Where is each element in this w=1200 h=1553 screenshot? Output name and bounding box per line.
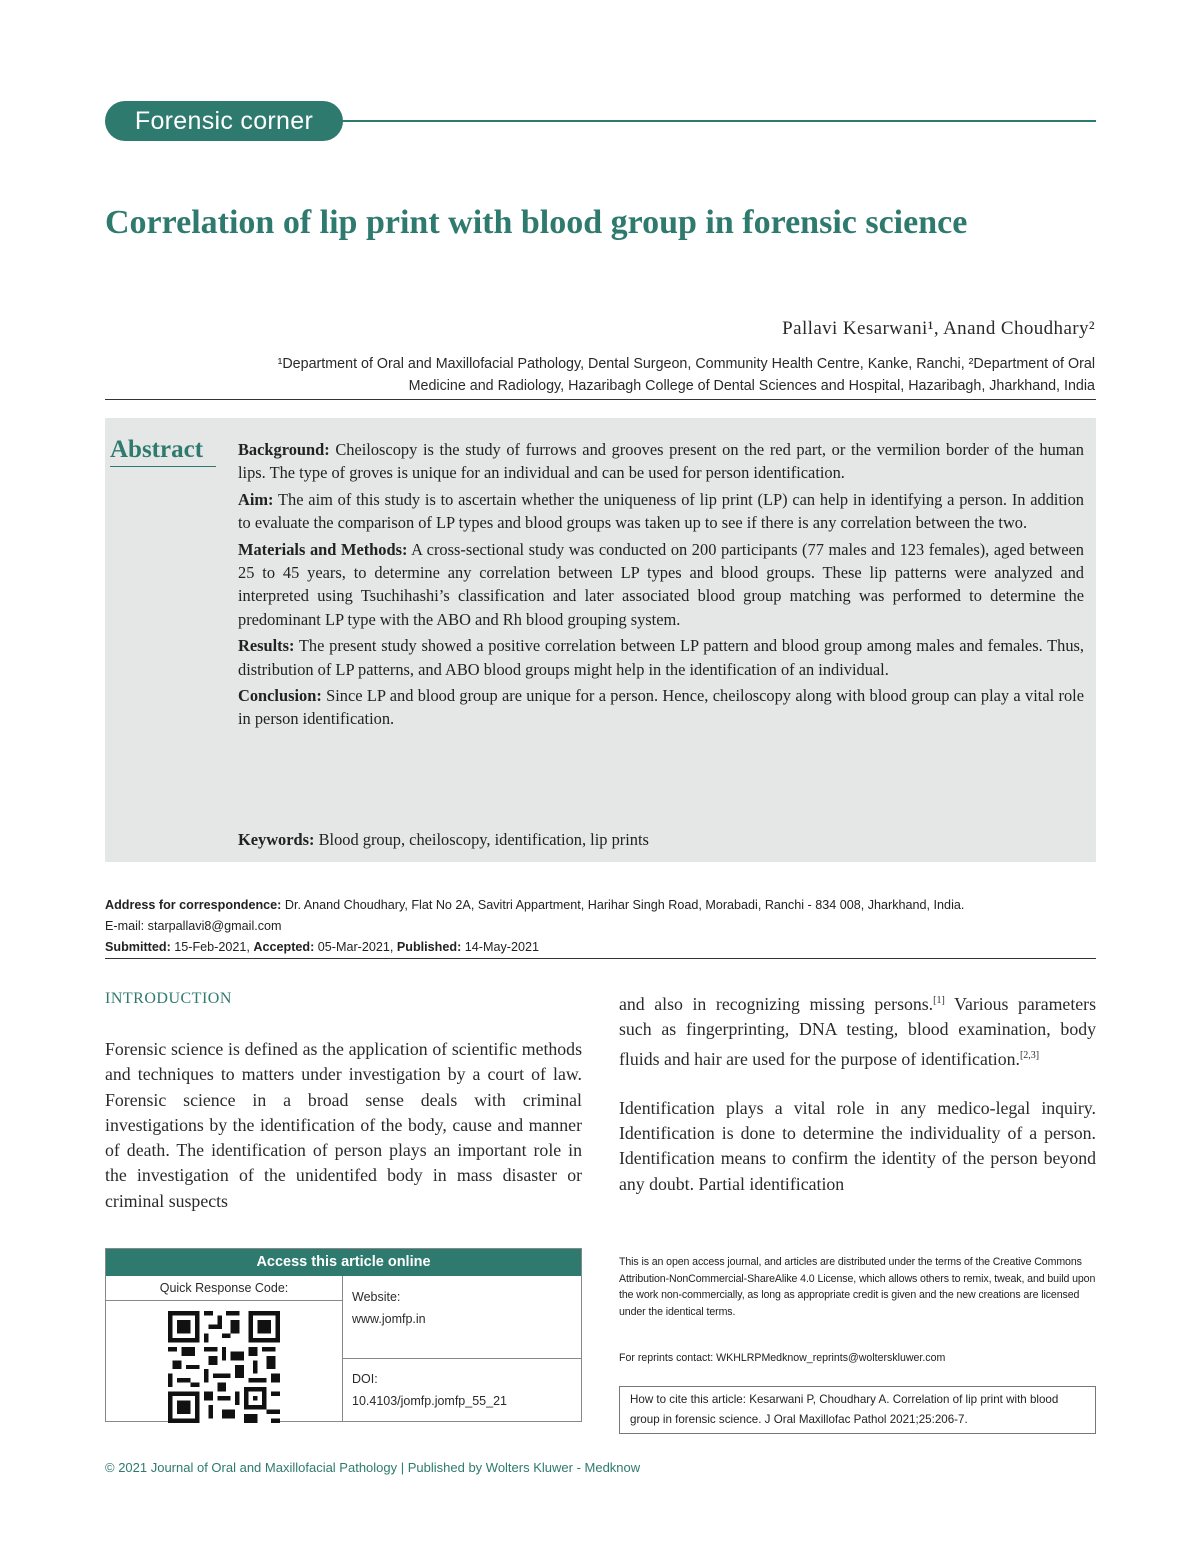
access-online-box [105,1248,582,1422]
keywords-label: Keywords: [238,830,315,849]
accepted-date: 05-Mar-2021, [314,940,397,954]
cite-text: Kesarwani P, Choudhary A. Correlation of lip print with blood group in forensic science. J Oral Maxillofac Pathol 2021;25:206-7. [630,1393,1059,1426]
affiliation-line-2: Medicine and Radiology, Hazaribagh College of Dental Sciences and Hospital, Hazaribagh, Jharkhand, India [408,378,1095,394]
abstract-background [238,438,1084,485]
accepted-label: Accepted: [253,940,315,954]
background-label: Background: [238,440,330,459]
published-date: 14-May-2021 [461,940,539,954]
license-notice: This is an open access journal, and articles are distributed under the terms of the Creative Commons Attribution-NonCommercial-ShareAlike 4.0 License, which allows others to remix, tweak, and build upon the work non-commercially, as long as appropriate credit is given and the new creations are licensed under the identical terms. [619,1256,1096,1318]
reference-1[interactable]: [1] [933,995,945,1006]
results-label: Results: [238,636,295,656]
correspondence-address [105,895,1096,916]
access-box-header: Access this article online [106,1249,581,1276]
abstract-conclusion [238,684,1084,731]
author-list: Pallavi Kesarwani¹, Anand Choudhary² [782,318,1095,339]
citation-box [619,1386,1096,1434]
journal-footer: © 2021 Journal of Oral and Maxillofacial Pathology | Published by Wolters Kluwer - Medknow [105,1460,641,1475]
intro-paragraph-1: Forensic science is defined as the application of scientific methods and techniques to matters under investigation by a court of law. Forensic science in a broad sense deals with criminal investigations by the identification of the body, cause and manner of death. The identification of person plays an important role in the investigation of the unidentifed body in mass disaster or criminal suspects [105,1039,582,1211]
abstract-methods [238,538,1084,632]
reference-2-3[interactable]: [2,3] [1019,1049,1040,1061]
aim-text: The aim of this study is to ascertain whether the uniqueness of lip print (LP) can help in identifying a person. In addition to evaluate the comparison of LP types and blood groups was taken up to see if there is any correlation between the two. [238,489,1084,533]
keywords [238,830,649,850]
doi-cell [342,1368,581,1412]
cell-divider [342,1358,581,1359]
submitted-label: Submitted: [105,940,171,954]
doi-link[interactable]: 10.4103/jomfp.jomfp_55_21 [352,1394,507,1408]
section-tab: Forensic corner [105,101,343,141]
qr-code-icon[interactable] [168,1311,280,1423]
background-text: Cheiloscopy is the study of furrows and grooves present on the red part, or the vermilion border of the human lips. The type of groves is unique for an individual and can be used for person identification. [238,440,1084,483]
keywords-text: Blood group, cheiloscopy, identification, lip prints [314,830,649,849]
abstract-body [238,438,1084,734]
abstract-results [238,634,1084,681]
results-text: The present study showed a positive correlation between LP pattern and blood group among males and females. Thus, distribution of LP patterns, and ABO blood groups might help in the identification of an individual. [238,636,1084,679]
website-link[interactable]: www.jomfp.in [352,1312,426,1326]
correspondence-label: Address for correspondence: [105,898,282,912]
website-label: Website: [352,1290,401,1304]
article-title: Correlation of lip print with blood group in forensic science [105,204,968,241]
conclusion-label: Conclusion: [238,686,322,706]
right-column [619,988,1096,1197]
intro-cont-text: and also in recognizing missing persons. [619,993,934,1014]
affiliations [170,353,1095,397]
intro-cont-text-2: Various parameters such as fingerprinting, DNA testing, blood examination, body fluids and hair are used for the purpose of identification. [619,993,1096,1069]
conclusion-text: Since LP and blood group are unique for a person. Hence, cheiloscopy along with blood group can play a vital role in person identification. [238,686,1084,729]
correspondence-text: Dr. Anand Choudhary, Flat No 2A, Savitri Appartment, Harihar Singh Road, Morabadi, Ranchi - 834 008, Jharkhand, India. [281,898,965,912]
left-column [105,988,582,1214]
correspondence-email: E-mail: starpallavi8@gmail.com [105,919,282,933]
qr-label: Quick Response Code: [106,1276,342,1301]
submission-dates [105,937,1096,958]
correspondence-block [105,895,1096,958]
doi-label: DOI: [352,1372,378,1386]
cite-label: How to cite this article: [630,1393,746,1406]
intro-paragraph-2: Identification plays a vital role in any medico-legal inquiry. Identification is done to determine the individuality of a person. Identification means to confirm the identity of the person beyond any doubt. Partial identification [619,1097,1096,1194]
section-tab-rule [340,120,1096,122]
submitted-date: 15-Feb-2021, [170,940,254,954]
methods-label: Materials and Methods: [238,539,408,559]
intro-paragraph-1-continued [619,988,1096,1072]
qr-section [106,1276,343,1421]
introduction-heading: INTRODUCTION [105,990,232,1007]
website-cell [342,1286,581,1330]
published-label: Published: [396,940,462,954]
divider [105,958,1096,959]
aim-label: Aim: [238,489,274,509]
abstract-aim [238,488,1084,535]
abstract-heading: Abstract [110,436,216,467]
methods-text: A cross-sectional study was conducted on 200 participants (77 males and 123 females), aged between 25 to 45 years, to determine any correlation between LP types and blood groups. These lip patterns were analyzed and interpreted using Tsuchihashi’s classification and later associated blood group matching was performed to determine the predominant LP type with the ABO and Rh blood grouping system. [238,539,1085,629]
reprints-contact: For reprints contact: WKHLRPMedknow_reprints@wolterskluwer.com [619,1352,946,1364]
access-links-section [342,1276,581,1421]
divider [105,399,1096,400]
affiliation-line-1: ¹Department of Oral and Maxillofacial Pathology, Dental Surgeon, Community Health Centre, Kanke, Ranchi, ²Department of Oral [277,356,1095,372]
